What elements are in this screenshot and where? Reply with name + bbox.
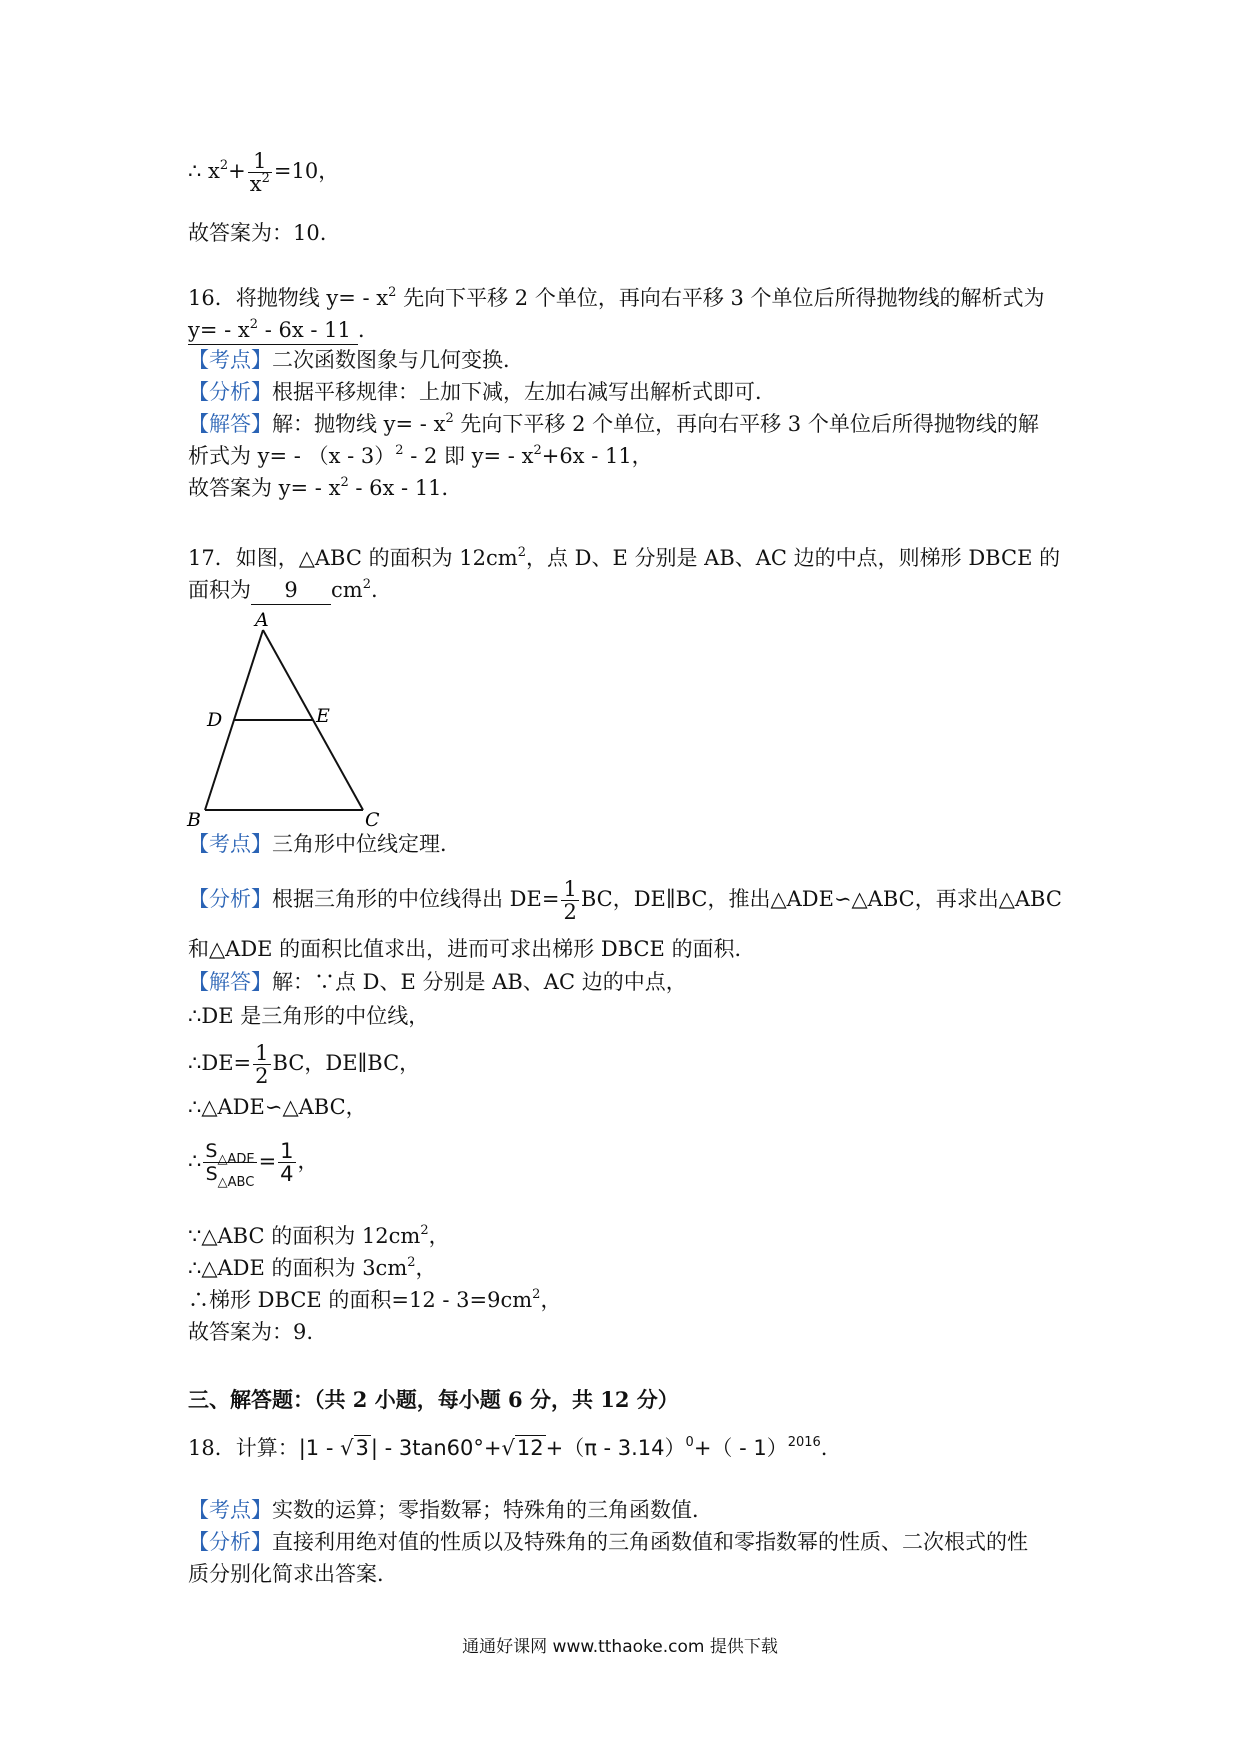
p15-result-line: ∴ $x^2+$ $\frac{1}{x^2}$ =10， <box>188 149 340 196</box>
q16-answer: 故答案为 $y= - x^2 - 6x - 11$． <box>188 475 463 500</box>
area-ratio: $\frac{S_{\triangle ADE}}{S_{\triangle ABC}}$ <box>205 1140 255 1190</box>
q17-fenxi: 【分析】根据三角形的中位线得出 DE= $\frac{1}{2}$ BC，DE∥BC，推出△ADE∽△ABC，再求出△ABC <box>188 877 1062 924</box>
q16-stem: 16．将抛物线 $y= - x^2$ 先向下平移 2 个单位，再向右平移 3 个单位后所得抛物线的解析式为 <box>188 285 1045 310</box>
q16-fenxi: 【分析】根据平移规律：上加下减，左加右减写出解析式即可． <box>188 380 776 404</box>
label-d: D <box>207 709 223 731</box>
text: ∴ x <box>188 159 220 183</box>
fraction-half: $\frac{1}{2}$ <box>255 1041 269 1088</box>
q17-kaodian: 【考点】三角形中位线定理． <box>188 832 461 856</box>
q18-fenxi: 【分析】直接利用绝对值的性质以及特殊角的三角函数值和零指数幂的性质、二次根式的性 <box>188 1530 1028 1554</box>
section-heading: 三、解答题：（共 2 小题，每小题 6 分，共 12 分） <box>188 1387 679 1412</box>
q17-stem: 17．如图，△ABC 的面积为 $12cm^2$，点 D、E 分别是 AB、AC 边的中点，则梯形 DBCE 的 <box>188 545 1061 570</box>
fraction: $\frac{1}{x^2}$ <box>249 149 270 196</box>
q17-step-1: ∴DE 是三角形的中位线， <box>188 1004 430 1028</box>
q17-step-4: ∴ $\frac{S_{\triangle ADE}}{S_{\triangle ABC}}$ = $\frac{1}{4}$ ， <box>188 1139 319 1190</box>
label-a: A <box>255 609 269 631</box>
q17-fenxi-2: 和△ADE 的面积比值求出，进而可求出梯形 DBCE 的面积． <box>188 937 756 961</box>
page-footer: 通通好课网 www.tthaoke.com 提供下载 <box>462 1637 778 1657</box>
q17-step-7: ∴梯形 DBCE 的面积$=12 - 3=9cm^2$， <box>188 1287 562 1312</box>
p15-answer: 故答案为：10. <box>188 221 327 245</box>
q18-stem: 18．计算：|1 - √3| - 3tan60°+√12+（π - 3.14）$^0$+（ - 1）$^{2016}$. <box>188 1435 828 1460</box>
q17-step-2: ∴DE= $\frac{1}{2}$ BC，DE∥BC， <box>188 1041 421 1088</box>
q17-answer: 故答案为：9. <box>188 1320 314 1344</box>
q17-step-3: ∴△ADE∽△ABC， <box>188 1095 367 1119</box>
label-c: C <box>365 809 380 828</box>
q16-jieda-2: 析式为 y= - （x - 3）$^2$ - 2 即 $y= - x^2+6x - 11$， <box>188 443 653 468</box>
q17-stem-2: 面积为 9 $cm^2$. <box>188 576 378 605</box>
label-b: B <box>187 809 201 828</box>
q17-step-5: ∵△ABC 的面积为 $12cm^2$， <box>188 1223 450 1248</box>
fraction-quarter: $\frac{1}{4}$ <box>280 1139 294 1186</box>
q18-kaodian: 【考点】实数的运算；零指数幂；特殊角的三角函数值． <box>188 1498 713 1522</box>
triangle-figure <box>185 608 405 828</box>
answer-blank: 9 <box>251 576 331 605</box>
q17-step-6: ∴△ADE 的面积为 $3cm^2$， <box>188 1255 437 1280</box>
label-e: E <box>316 705 330 727</box>
q18-fenxi-2: 质分别化简求出答案． <box>188 1562 398 1586</box>
q16-answer-blank-line: $y= - x^2 - 6x - 11$ ． <box>188 316 379 345</box>
q16-jieda: 【解答】解：抛物线 $y= - x^2$ 先向下平移 2 个单位，再向右平移 3 个单位后所得抛物线的解 <box>188 411 1039 436</box>
answer-blank: $y= - x^2 - 6x - 11$ <box>188 316 358 345</box>
q16-kaodian: 【考点】二次函数图象与几何变换． <box>188 348 524 372</box>
q17-jieda: 【解答】解：∵点 D、E 分别是 AB、AC 边的中点， <box>188 970 687 994</box>
fraction-half: $\frac{1}{2}$ <box>563 877 577 924</box>
